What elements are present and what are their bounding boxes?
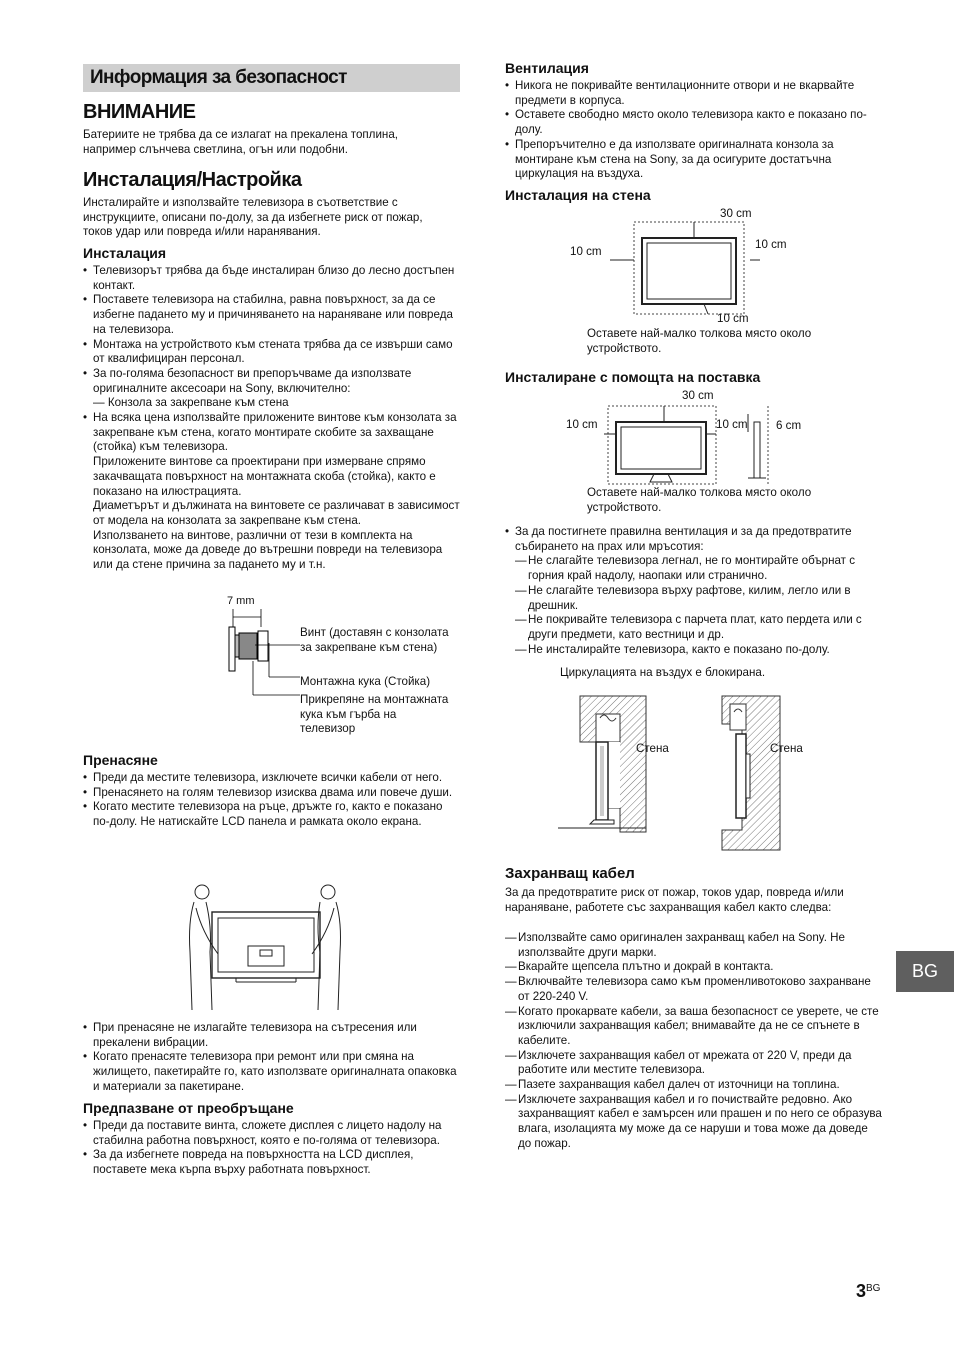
screw-dimension-label: 7 mm: [227, 595, 255, 607]
screws-p2: Диаметърът и дължината на винтовете се различават в зависимост от модела на конзолата за закрепване към стена.: [93, 499, 460, 527]
power-cable-list: [505, 931, 883, 1152]
carrying-list: [83, 771, 460, 830]
wall-left-label: 10 cm: [570, 245, 602, 258]
installation-title: Инсталация: [83, 245, 167, 261]
screws-p1: Приложените винтове са проектирани при измерване спрямо закачващата повърхност на монтажната скоба (стойка), както е показано на илюстрацията.: [93, 455, 436, 498]
list-item: — Не слагайте телевизора легнал, не го монтирайте обърнат с горния край надолу, наопаки или странично.: [515, 554, 883, 583]
label-hook: Монтажна кука (Стойка): [300, 675, 431, 688]
power-cable-intro: За да предотвратите риск от пожар, токов удар, повреда и/или нараняване, работете със захранващия кабел както следва:: [505, 886, 844, 914]
list-item: • Телевизорът трябва да бъде инсталиран близо до лесно достъпен контакт.: [83, 264, 460, 293]
carrying-title: Пренасяне: [83, 752, 158, 768]
list-item: • Поставете телевизора на стабилна, равна повърхност, за да се избегне падането му и причиняването на нараняване или повреда на телевизора.: [83, 293, 460, 337]
list-item: — Пазете захранващия кабел далеч от източници на топлина.: [505, 1078, 883, 1093]
blocked-airflow-illustration: [558, 694, 788, 852]
list-item: • Преди да местите телевизора, изключете всички кабели от него.: [83, 771, 460, 786]
list-item: — Включвайте телевизора само към променливотоково захранване от 220-240 V.: [505, 975, 883, 1004]
section-title-bar: [83, 64, 460, 92]
list-item: • Оставете свободно място около телевизора както е показано по-долу.: [505, 108, 883, 137]
stand-right-label: 10 cm: [716, 418, 748, 431]
vent-rules-list: [505, 525, 883, 657]
language-tab: BG: [896, 951, 954, 992]
wall-right-label: 10 cm: [755, 238, 787, 251]
tipping-title: Предпазване от преобръщане: [83, 1100, 294, 1116]
list-item: — Не слагайте телевизора върху рафтове, килим, легло или в дрешник.: [515, 584, 883, 613]
list-item: — Не покривайте телевизора с парчета плат, като пердета или с други предмети, като вестници и др.: [515, 613, 883, 642]
wall-install-diagram: [610, 220, 760, 320]
list-item-text: За по-голяма безопасност ви препоръчваме да използвате оригиналните аксесоари на Sony, включително:: [93, 366, 412, 395]
page-number: $3^{BG}$: [856, 1281, 881, 1301]
tipping-list: [83, 1119, 460, 1178]
stand-left-label: 10 cm: [566, 418, 598, 431]
list-item: — Вкарайте щепсела плътно и докрай в контакта.: [505, 960, 883, 975]
accessory-item: — Конзола за закрепване към стена: [93, 396, 289, 410]
screws-text: • На всяка цена използвайте приложените винтове към конзолата за закрепване към стена, когато монтирате скобите за захващане (стойка) към телевизора.: [93, 411, 457, 454]
wall-top-label: 30 cm: [720, 207, 752, 220]
setup-intro: Инсталирайте и използвайте телевизора в съответствие с инструкциите, описани по-долу, за да избегнете риск от пожар, токов удар или повреда и/или наранявания.: [83, 196, 423, 239]
ventilation-list: [505, 79, 883, 182]
warning-title: ВНИМАНИЕ: [83, 101, 196, 123]
list-item: — Не инсталирайте телевизора, както е показано по-долу.: [515, 643, 883, 658]
stand-install-title: Инсталиране с помощта на поставка: [505, 369, 761, 385]
list-item: • Монтажа на устройството към стената трябва да се извърши само от квалифициран персонал.: [83, 338, 460, 367]
blocked-caption: Циркулацията на въздух е блокирана.: [560, 666, 766, 679]
list-item: [83, 367, 460, 411]
wall-label-1: Стена: [636, 742, 669, 755]
list-item: • Пренасянето на голям телевизор изисква двама или повече души.: [83, 786, 460, 801]
list-item: — Когато прокарвате кабели, за ваша безопасност се уверете, че сте изключили захранващия кабел; внимавайте да не се спънете в кабелите.: [505, 1005, 883, 1049]
list-item: — Използвайте само оригинален захранващ кабел на Sony. Не използвайте други марки.: [505, 931, 883, 960]
setup-title: Инсталация/Настройка: [83, 169, 302, 191]
wall-install-title: Инсталация на стена: [505, 187, 651, 203]
screws-p3: Използването на винтове, различни от тези в комплекта на конзолата, може да доведе до вътрешни повреди на телевизора или да стене причина за падането му и т.н.: [93, 528, 443, 572]
vent-rules-sublist: [515, 554, 883, 657]
list-item: — Изключете захранващия кабел от мрежата от 220 V, преди да работите или местите телевизора.: [505, 1049, 883, 1078]
list-item: [505, 525, 883, 657]
stand-top-label: 30 cm: [682, 389, 714, 402]
list-item: • Преди да поставите винта, сложете дисплея с лицето надолу на стабилна работна повърхност, която е по-голяма от телевизора.: [83, 1119, 460, 1148]
list-item: — Изключете захранващия кабел и го почиствайте редовно. Ако захранващият кабел е замърсен или прашен и по него се образува влага, изолацията му може да се наруши и това може да доведе до пожар.: [505, 1093, 883, 1152]
carrying-list-2: [83, 1021, 460, 1095]
section-title: Информация за безопасност: [90, 67, 347, 88]
list-item: • Препоръчително е да използвате оригиналната конзола за монтиране към стена на Sony, за да осигурите достатъчна циркулация на въздуха.: [505, 138, 883, 182]
vent-rules-intro: • За да постигнете правилна вентилация и за да предотвратите събирането на прах или мръсотия:: [515, 525, 852, 553]
ventilation-title: Вентилация: [505, 60, 589, 76]
list-item: • Когато местите телевизора на ръце, дръжте го, както е показано по-долу. Не натискайте LCD панела и рамката около екрана.: [83, 800, 460, 829]
list-item: • При пренасяне не излагайте телевизора на сътресения или прекалени вибрации.: [83, 1021, 460, 1050]
wall-bottom-label: 10 cm: [717, 312, 749, 325]
stand-side-label: 6 cm: [776, 419, 802, 432]
installation-list: [83, 264, 460, 573]
wall-caption: Оставете най-малко толкова място около устройството.: [587, 327, 812, 355]
stand-install-diagram: [604, 404, 774, 486]
warning-text: Батериите не трябва да се излагат на прекалена топлина, например слънчева светлина, огън или подобни.: [83, 128, 398, 156]
list-item: • Когато пренасяте телевизора при ремонт или при смяна на жилището, пакетирайте го, като използвате оригиналната опаковка и материали за пакетиране.: [83, 1050, 460, 1094]
screw-illustration: [225, 605, 300, 715]
power-cable-title: Захранващ кабел: [505, 865, 635, 882]
stand-caption: Оставете най-малко толкова място около устройството.: [587, 486, 812, 514]
wall-label-2: Стена: [770, 742, 803, 755]
label-attach: Прикрепяне на монтажната кука към гърба на телевизор: [300, 693, 449, 736]
list-item: • Никога не покривайте вентилационните отвори и не вкарвайте предмети в корпуса.: [505, 79, 883, 108]
list-item: • За да избегнете повреда на повърхността на LCD дисплея, поставете мека кърпа върху работната повърхност.: [83, 1148, 460, 1177]
carrying-illustration: [180, 882, 350, 1012]
list-item: [83, 411, 460, 573]
label-screw: Винт (доставян с конзолата за закрепване към стена): [300, 626, 449, 654]
